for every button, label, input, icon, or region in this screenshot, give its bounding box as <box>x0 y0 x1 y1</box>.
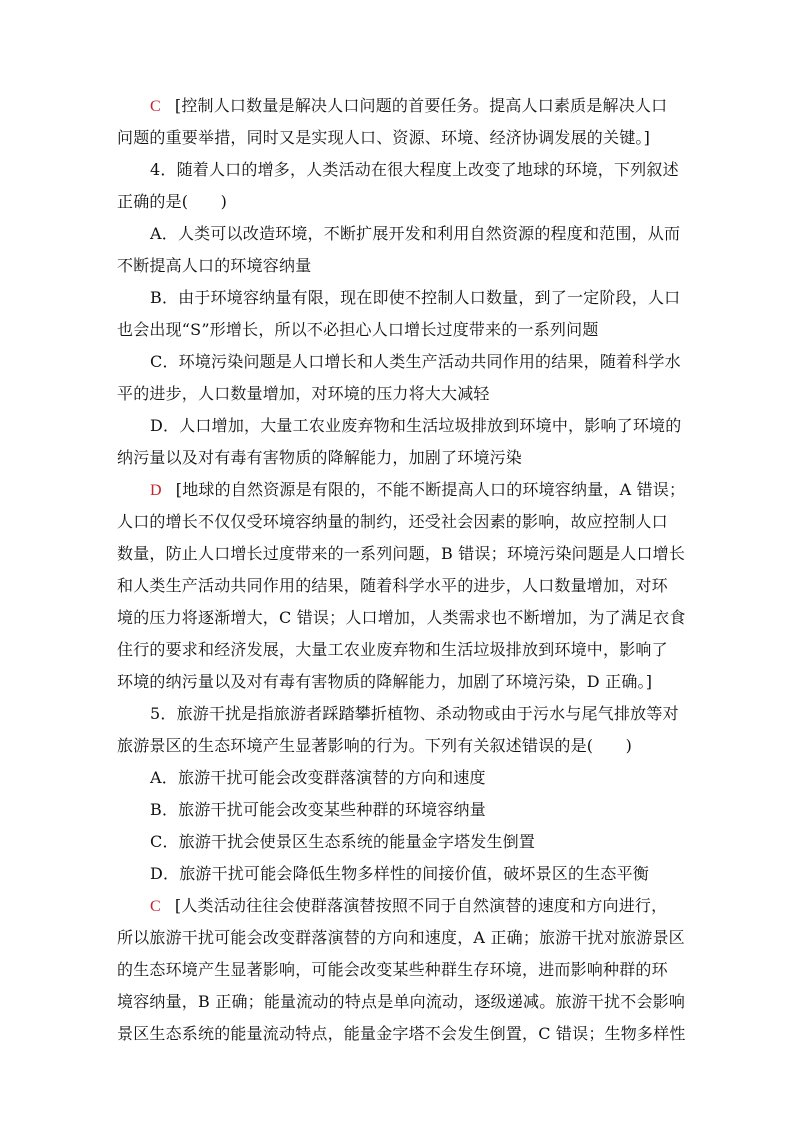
q5-option-d: D．旅游干扰可能会降低生物多样性的间接价值，破坏景区的生态平衡 <box>150 864 650 883</box>
q4-answer-line-7: 环境的纳污量以及对有毒有害物质的降解能力，加剧了环境污染，D 正确。] <box>117 672 653 691</box>
q5-answer-line-1: C [人类活动往往会使群落演替按照不同于自然演替的速度和方向进行， <box>150 896 668 915</box>
q4-answer-line-2: 人口的增长不仅仅受环境容纳量的制约，还受社会因素的影响，故应控制人口 <box>117 512 668 531</box>
q4-option-d-line-1: D．人口增加，大量工农业废弃物和生活垃圾排放到环境中，影响了环境的 <box>150 416 682 435</box>
q4-answer-line-1: D [地球的自然资源是有限的，不能不断提高人口的环境容纳量，A 错误； <box>150 480 686 499</box>
q5-option-a: A．旅游干扰可能会改变群落演替的方向和速度 <box>150 768 486 787</box>
answer-letter: D <box>150 482 162 499</box>
q5-option-c: C．旅游干扰会使景区生态系统的能量金字塔发生倒置 <box>150 832 536 851</box>
q5-stem-line-1: 5．旅游干扰是指旅游者踩踏攀折植物、杀动物或由于污水与尾气排放等对 <box>150 704 679 723</box>
q4-option-b-line-2: 也会出现“S”形增长，所以不必担心人口增长过度带来的一系列问题 <box>117 320 599 339</box>
q5-stem-line-2: 旅游景区的生态环境产生显著影响的行为。下列有关叙述错误的是( ) <box>117 736 633 755</box>
q4-option-c-line-1: C．环境污染问题是人口增长和人类生产活动共同作用的结果，随着科学水 <box>150 352 681 371</box>
q4-option-d-line-2: 纳污量以及对有毒有害物质的降解能力，加剧了环境污染 <box>117 448 523 467</box>
q5-answer-line-2: 所以旅游干扰可能会改变群落演替的方向和速度，A 正确；旅游干扰对旅游景区 <box>117 928 685 947</box>
q4-option-a-line-2: 不断提高人口的环境容纳量 <box>117 256 312 275</box>
q4-stem-line-1: 4．随着人口的增多，人类活动在很大程度上改变了地球的环境，下列叙述 <box>150 160 679 179</box>
q5-answer-line-3: 的生态环境产生显著影响，可能会改变某些种群生存环境，进而影响种群的环 <box>117 960 668 979</box>
q4-answer-line-3: 数量，防止人口增长过度带来的一系列问题，B 错误；环境污染问题是人口增长 <box>117 544 686 563</box>
q4-answer-line-4: 和人类生产活动共同作用的结果，随着科学水平的进步，人口数量增加，对环 <box>117 576 668 595</box>
q4-answer-line-6: 住行的要求和经济发展，大量工农业废弃物和生活垃圾排放到环境中，影响了 <box>117 640 668 659</box>
answer-letter: C <box>150 898 161 915</box>
q4-option-a-line-1: A．人类可以改造环境，不断扩展开发和利用自然资源的程度和范围，从而 <box>150 224 681 243</box>
q3-answer-line-2: 问题的重要举措，同时又是实现人口、资源、环境、经济协调发展的关键。] <box>117 128 651 147</box>
q4-stem-line-2: 正确的是( ) <box>117 192 228 211</box>
q5-answer-line-5: 景区生态系统的能量流动特点，能量金字塔不会发生倒置，C 错误；生物多样性 <box>117 1024 686 1043</box>
q4-option-c-line-2: 平的进步，人口数量增加，对环境的压力将大大减轻 <box>117 384 490 403</box>
q4-option-b-line-1: B．由于环境容纳量有限，现在即使不控制人口数量，到了一定阶段，人口 <box>150 288 681 307</box>
answer-letter: C <box>150 98 161 115</box>
q3-answer-line-1: C [控制人口数量是解决人口问题的首要任务。提高人口素质是解决人口 <box>150 96 668 115</box>
q5-option-b: B．旅游干扰可能会改变某些种群的环境容纳量 <box>150 800 486 819</box>
q4-answer-line-5: 境的压力将逐渐增大，C 错误；人口增加，人类需求也不断增加，为了满足衣食 <box>117 608 686 627</box>
q5-answer-line-4: 境容纳量，B 正确；能量流动的特点是单向流动，逐级递减。旅游干扰不会影响 <box>117 992 686 1011</box>
